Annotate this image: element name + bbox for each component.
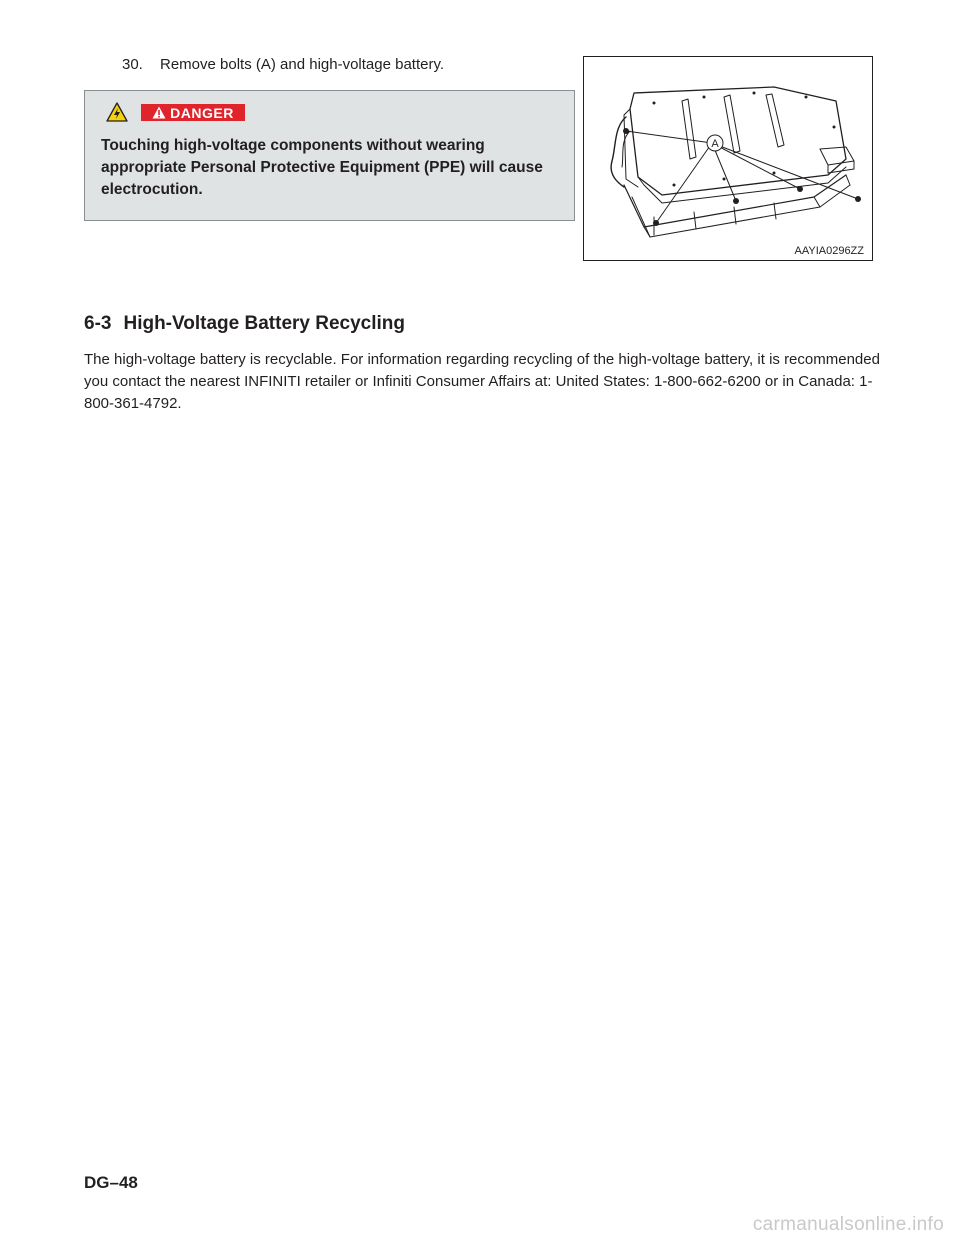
danger-text: Touching high-voltage components without wearing appropriate Personal Protective Equipment (PPE) will cause electrocution.: [101, 137, 543, 198]
procedure-step: [122, 56, 444, 73]
exclamation-triangle-icon: [152, 106, 166, 119]
danger-label: DANGER: [170, 104, 234, 121]
battery-figure: [583, 56, 873, 261]
callout-a: A: [711, 138, 719, 150]
danger-badge: [141, 104, 245, 121]
step-number: 30.: [122, 56, 143, 73]
watermark[interactable]: carmanualsonline.info: [752, 1214, 944, 1235]
figure-code: AAYIA0296ZZ: [794, 245, 864, 257]
section-title: High-Voltage Battery Recycling: [123, 313, 406, 334]
step-text: Remove bolts (A) and high-voltage battery.: [160, 56, 445, 73]
section-body: The high-voltage battery is recyclable. For information regarding recycling of the high-voltage battery, it is recommended you contact the nearest INFINITI retailer or Infiniti Consumer Affairs at: United States: 1-800-662-6200 or in Canada: 1-800-361-4792.: [84, 351, 880, 412]
high-voltage-warning-icon: [106, 102, 128, 122]
section-number: 6-3: [84, 313, 112, 334]
page-number: DG–48: [84, 1173, 138, 1192]
high-voltage-battery-illustration: [584, 57, 872, 260]
danger-notice: [84, 90, 575, 221]
section-heading: [84, 313, 405, 335]
